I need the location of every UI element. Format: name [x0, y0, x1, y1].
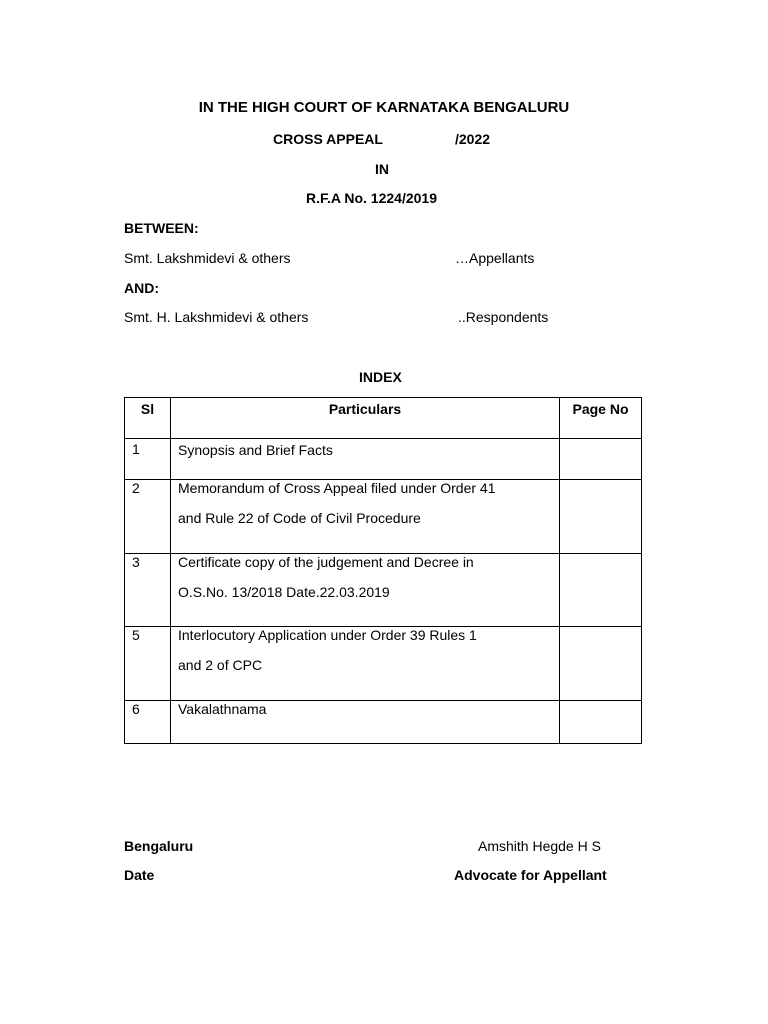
table-row: [125, 627, 642, 701]
appellants-role: …Appellants: [455, 250, 535, 266]
row-page-no: [560, 480, 642, 554]
row-particulars: [171, 480, 560, 554]
column-header-particulars: Particulars: [171, 398, 560, 439]
particulars-line: Certificate copy of the judgement and Decree in: [178, 554, 474, 570]
row-particulars: [171, 554, 560, 627]
row-page-no: [560, 701, 642, 744]
sl-value: 5: [132, 627, 140, 643]
table-header-row: [125, 398, 642, 439]
row-page-no: [560, 439, 642, 480]
in-label: IN: [375, 161, 389, 177]
row-particulars: [171, 701, 560, 744]
place-label: Bengaluru: [124, 838, 194, 854]
particulars-line: Interlocutory Application under Order 39 Rules 1: [178, 627, 477, 643]
row-sl: [125, 480, 171, 554]
row-particulars: [171, 627, 560, 701]
sl-value: 2: [132, 480, 140, 496]
row-sl: 1: [125, 439, 171, 480]
row-sl: [125, 701, 171, 744]
appellants-name: Smt. Lakshmidevi & others: [124, 250, 291, 266]
table-row: [125, 554, 642, 627]
column-header-page-no: Page No: [560, 398, 642, 439]
row-page-no: [560, 554, 642, 627]
table-row: [125, 480, 642, 554]
and-label: AND:: [124, 280, 159, 296]
appeal-label: CROSS APPEAL: [273, 131, 383, 147]
sl-value: 3: [132, 554, 140, 570]
sl-value: 6: [132, 701, 140, 717]
advocate-role: Advocate for Appellant: [454, 867, 607, 883]
particulars-line: and 2 of CPC: [178, 657, 263, 673]
particulars-line: O.S.No. 13/2018 Date.22.03.2019: [178, 584, 390, 600]
respondents-name: Smt. H. Lakshmidevi & others: [124, 309, 309, 325]
respondents-role: ..Respondents: [458, 309, 549, 325]
advocate-name: Amshith Hegde H S: [478, 838, 601, 854]
rfa-number: R.F.A No. 1224/2019: [306, 190, 437, 206]
particulars-line: and Rule 22 of Code of Civil Procedure: [178, 510, 421, 526]
court-title: IN THE HIGH COURT OF KARNATAKA BENGALURU: [198, 99, 570, 116]
particulars-line: Vakalathnama: [178, 701, 267, 717]
particulars-line: Synopsis and Brief Facts: [178, 442, 333, 458]
appeal-year: /2022: [455, 131, 491, 147]
particulars-line: Memorandum of Cross Appeal filed under Order 41: [178, 480, 496, 496]
index-table: [124, 397, 642, 744]
row-sl: [125, 554, 171, 627]
row-page-no: [560, 627, 642, 701]
column-header-sl: Sl: [125, 398, 171, 439]
row-sl: [125, 627, 171, 701]
index-title: INDEX: [359, 369, 402, 385]
between-label: BETWEEN:: [124, 220, 199, 236]
table-row: [125, 701, 642, 744]
date-label: Date: [124, 867, 155, 883]
